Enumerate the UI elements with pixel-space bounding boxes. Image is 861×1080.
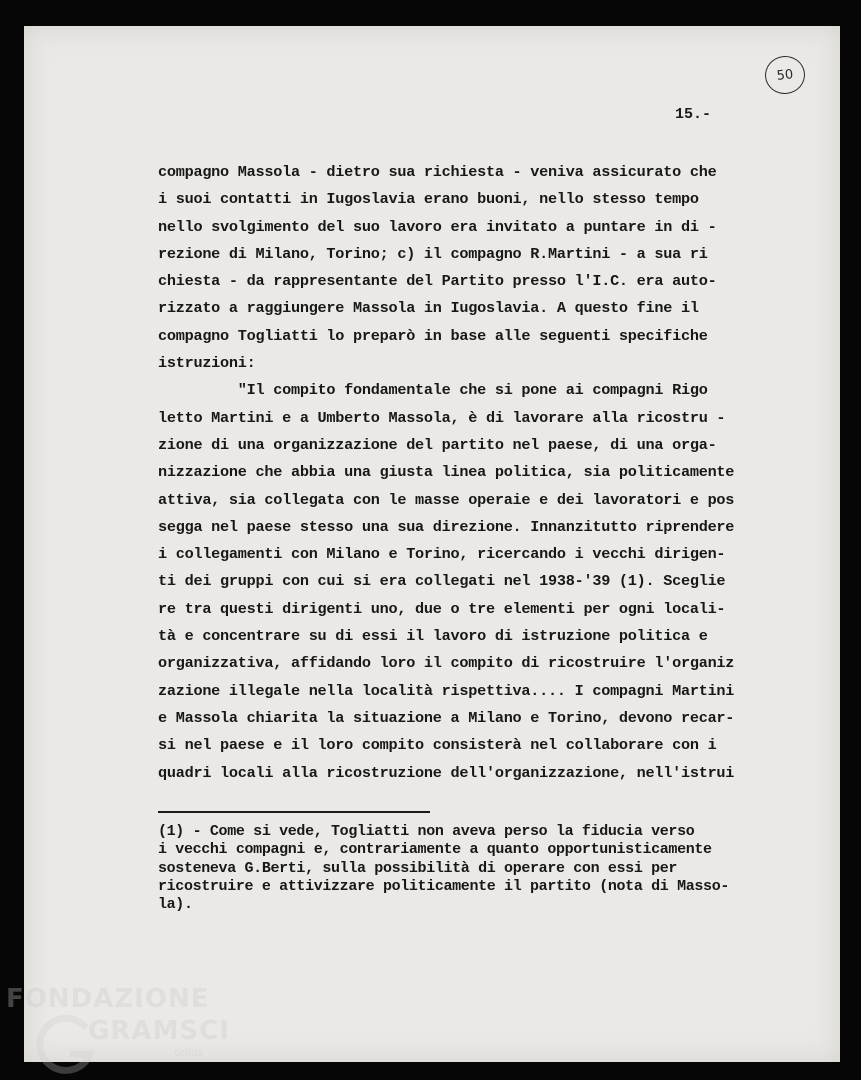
text-line: e Massola chiarita la situazione a Milano e Torino, devono recar- [158, 708, 735, 727]
footnote-line: la). [158, 896, 193, 914]
page-number: 15.- [675, 106, 712, 123]
footnote-line: i vecchi compagni e, contrariamente a quanto opportunisticamente [158, 841, 712, 859]
body-text [158, 161, 798, 789]
text-line: ti dei gruppi con cui si era collegati nel 1938-'39 (1). Sceglie [158, 572, 726, 591]
text-line: nizzazione che abbia una giusta linea politica, sia politicamente [158, 463, 735, 482]
text-line: attiva, sia collegata con le masse operaie e dei lavoratori e pos [158, 490, 735, 509]
text-line: si nel paese e il loro compito consisterà nel collaborare con i [158, 736, 717, 755]
text-line: re tra questi dirigenti uno, due o tre elementi per ogni locali- [158, 599, 726, 618]
text-line: quadri locali alla ricostruzione dell'organizzazione, nell'istrui [158, 763, 735, 782]
text-line: organizzativa, affidando loro il compito di ricostruire l'organiz [158, 654, 735, 673]
footnote-line: (1) - Come si vede, Togliatti non aveva perso la fiducia verso [158, 823, 695, 840]
text-line: compagno Togliatti lo preparò in base alle seguenti specifiche [158, 326, 708, 345]
watermark-line1: FONDAZIONE [6, 984, 210, 1014]
text-line: "Il compito fondamentale che si pone ai compagni Rigo [158, 381, 708, 400]
text-line: i collegamenti con Milano e Torino, ricercando i vecchi dirigen- [158, 545, 726, 564]
text-line: chiesta - da rappresentante del Partito presso l'I.C. era auto- [158, 272, 717, 291]
text-line: istruzioni: [158, 354, 256, 373]
folio-number: 50 [775, 66, 795, 84]
text-line: rezione di Milano, Torino; c) il compagno R.Martini - a sua ri [158, 244, 708, 263]
text-line: rizzato a raggiungere Massola in Iugoslavia. A questo fine il [158, 299, 699, 318]
footnote-line: sosteneva G.Berti, sulla possibilità di operare con essi per [158, 859, 678, 877]
watermark-line3: onlus [174, 1046, 204, 1059]
text-line: zazione illegale nella località rispettiva.... I compagni Martini [158, 681, 735, 700]
footnote [158, 823, 808, 914]
footnote-line: ricostruire e attivizzare politicamente il partito (nota di Masso- [158, 877, 729, 895]
footnote-separator [158, 811, 430, 813]
text-line: letto Martini e a Umberto Massola, è di lavorare alla ricostru - [158, 408, 726, 427]
text-line: zione di una organizzazione del partito nel paese, di una orga- [158, 435, 717, 454]
text-line: tà e concentrare su di essi il lavoro di istruzione politica e [158, 627, 708, 646]
text-line: i suoi contatti in Iugoslavia erano buoni, nello stesso tempo [158, 190, 699, 209]
watermark-line2: GRAMSCI [88, 1016, 230, 1046]
text-line: nello svolgimento del suo lavoro era invitato a puntare in di - [158, 217, 717, 236]
watermark-logo [6, 984, 236, 1074]
text-line: segga nel paese stesso una sua direzione. Innanzitutto riprendere [158, 517, 735, 536]
text-line: compagno Massola - dietro sua richiesta - veniva assicurato che [158, 163, 717, 181]
